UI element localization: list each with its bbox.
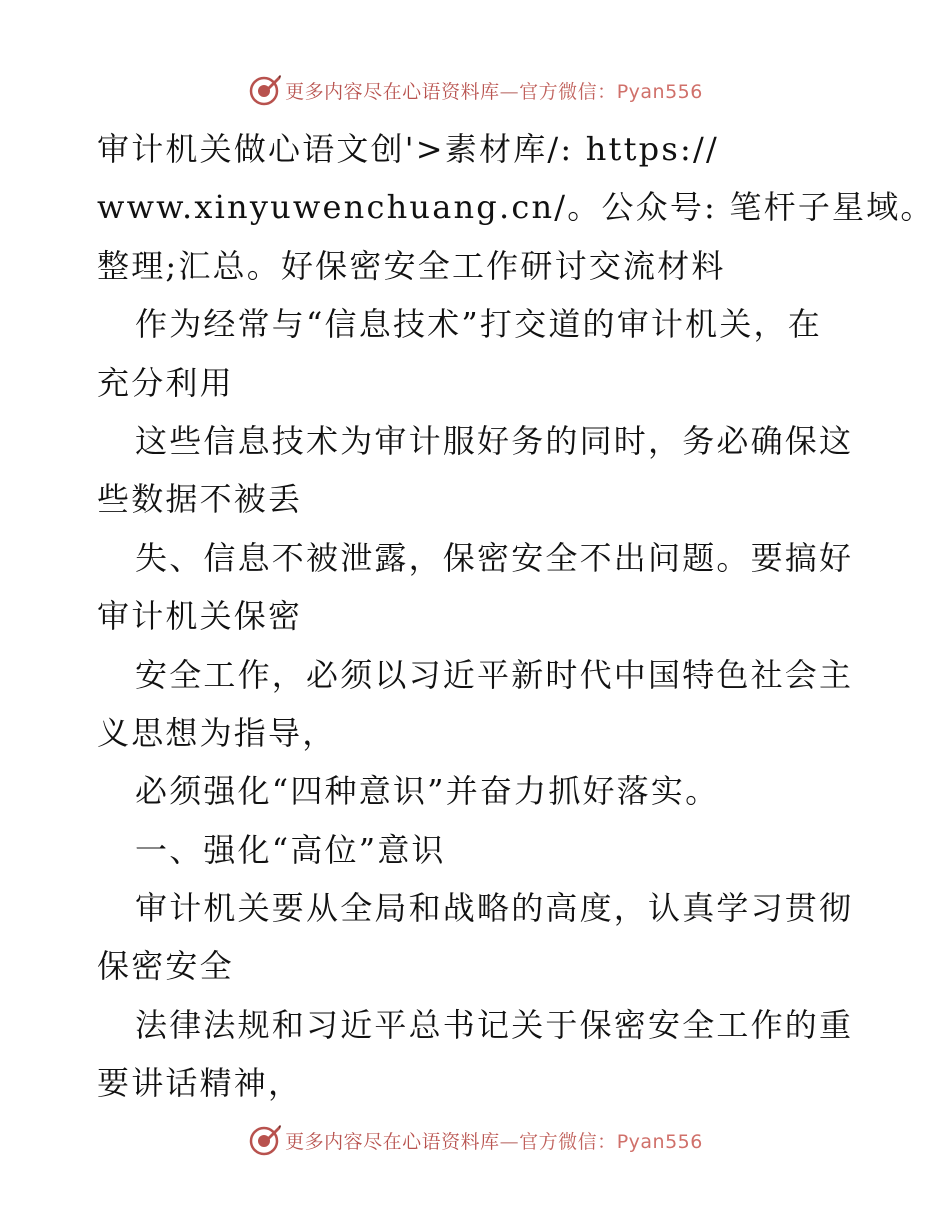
banner-wechat-label: 官方微信： [519,1130,617,1153]
banner-wechat-handle: Pyan556 [616,1130,703,1153]
document-body [97,120,935,1113]
document-line: 些数据不被丢 [97,480,303,519]
banner-brand-text: 更多内容尽在心语资料库 [285,1130,500,1153]
document-line: 审计机关要从全局和战略的高度，认真学习贯彻 [135,889,854,928]
document-line: 必须强化“四种意识”并奋力抓好落实。 [135,772,720,811]
document-line: 这些信息技术为审计服好务的同时，务必确保这 [135,421,854,460]
document-line: 义思想为指导， [97,713,337,752]
document-line: 审计机关做心语文创'>素材库/: https:// [97,130,719,168]
banner-text [285,77,703,104]
document-line: 充分利用 [97,363,234,402]
document-line: www.xinyuwenchuang.cn/。公众号: 笔杆子星域。 [97,188,935,227]
banner-dash: — [499,80,520,103]
banner-wechat-label: 官方微信： [519,80,617,103]
document-line: 失、信息不被泄露，保密安全不出问题。要搞好 [135,538,854,577]
document-line: 整理;汇总。好保密安全工作研讨交流材料 [97,246,726,285]
document-line: 审计机关保密 [97,597,303,636]
section-heading: 一、强化“高位”意识 [135,830,446,869]
footer-banner [0,1120,950,1160]
document-line: 法律法规和习近平总书记关于保密安全工作的重 [135,1005,854,1044]
document-line: 保密安全 [97,947,234,986]
banner-text [285,1127,703,1154]
banner-wechat-handle: Pyan556 [616,80,703,103]
pen-seal-logo-icon [247,73,281,107]
document-line: 作为经常与“信息技术”打交道的审计机关，在 [135,305,822,344]
banner-dash: — [499,1130,520,1153]
document-line: 安全工作，必须以习近平新时代中国特色社会主 [135,655,854,694]
document-line: 要讲话精神， [97,1064,303,1103]
pen-seal-logo-icon [247,1123,281,1157]
header-banner [0,70,950,110]
banner-brand-text: 更多内容尽在心语资料库 [285,80,500,103]
